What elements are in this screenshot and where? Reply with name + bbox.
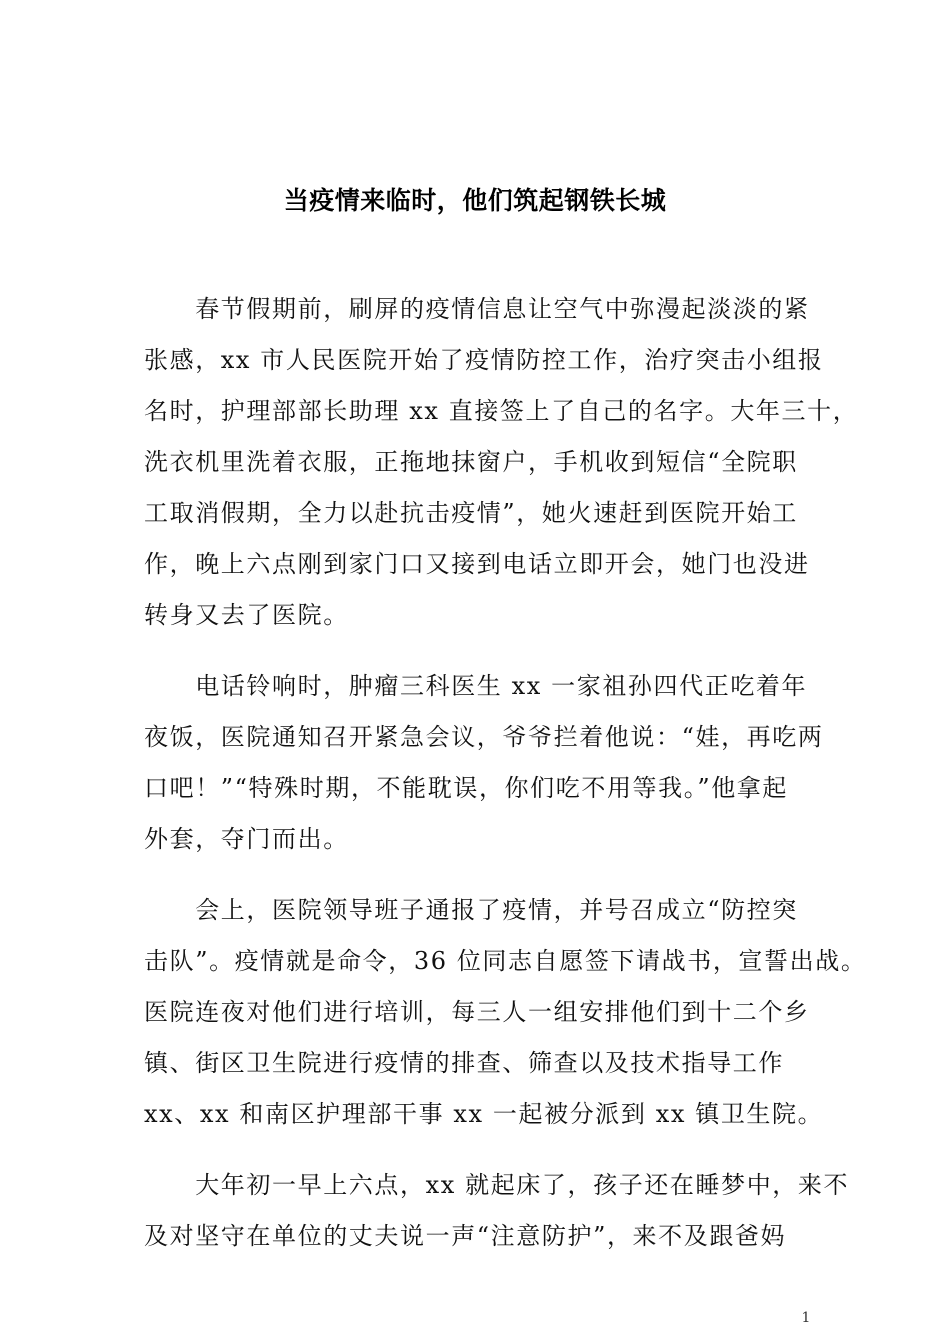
text-line: 名时，护理部部长助理 xx 直接签上了自己的名字。大年三十， (144, 397, 859, 425)
text-line: 转身又去了医院。 (144, 601, 349, 629)
text-line: 镇、街区卫生院进行疫情的排查、筛查以及技术指导工作 (144, 1049, 784, 1077)
text-line: 洗衣机里洗着衣服，正拖地抹窗户，手机收到短信“全院职 (144, 448, 798, 476)
text-line: 外套，夺门而出。 (144, 825, 349, 853)
document-body (144, 284, 867, 1282)
text-line: 医院连夜对他们进行培训，每三人一组安排他们到十二个乡 (144, 998, 810, 1026)
text-line: xx、xx 和南区护理部干事 xx 一起被分派到 xx 镇卫生院。 (144, 1100, 824, 1128)
text-line: 及对坚守在单位的丈夫说一声“注意防护”，来不及跟爸妈 (144, 1222, 787, 1250)
text-line: 夜饭，医院通知召开紧急会议，爷爷拦着他说：“娃，再吃两 (144, 723, 824, 751)
paragraph-2 (144, 661, 824, 865)
paragraph-3 (144, 885, 867, 1140)
document-title: 当疫情来临时，他们筑起钢铁长城 (283, 185, 667, 215)
paragraph-1 (144, 284, 859, 641)
text-line: 作，晚上六点刚到家门口又接到电话立即开会，她门也没进 (144, 550, 810, 578)
text-line: 大年初一早上六点，xx 就起床了，孩子还在睡梦中，来不 (144, 1171, 850, 1199)
page-number: 1 (801, 1310, 811, 1326)
text-line: 会上，医院领导班子通报了疫情，并号召成立“防控突 (144, 896, 798, 924)
text-line: 电话铃响时，肿瘤三科医生 xx 一家祖孙四代正吃着年 (144, 672, 808, 700)
text-line: 张感，xx 市人民医院开始了疫情防控工作，治疗突击小组报 (144, 346, 824, 374)
text-line: 工取消假期，全力以赴抗击疫情”，她火速赶到医院开始工 (144, 499, 798, 527)
text-line: 击队”。疫情就是命令，36 位同志自愿签下请战书，宣誓出战。 (144, 947, 867, 975)
text-line: 口吧！”“特殊时期，不能耽误，你们吃不用等我。”他拿起 (144, 774, 789, 802)
paragraph-4 (144, 1160, 850, 1262)
text-line: 春节假期前，刷屏的疫情信息让空气中弥漫起淡淡的紧 (144, 295, 810, 323)
